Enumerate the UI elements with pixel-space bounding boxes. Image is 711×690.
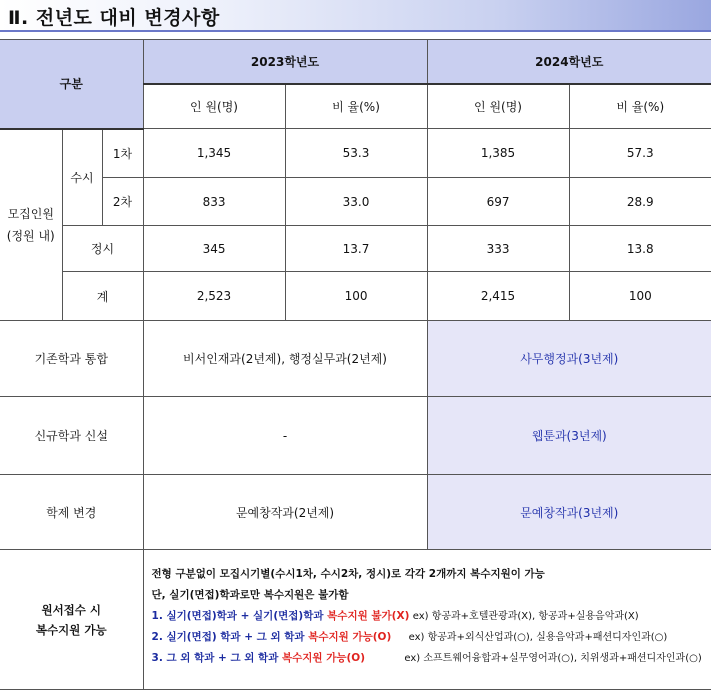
header-count-2023: 인 원(명) (143, 84, 285, 129)
apply-item2-example: ex) 항공과+외식산업과(○), 실용음악과+패션디자인과(○) (408, 632, 668, 643)
changes-table (0, 39, 711, 690)
r2-ratio-2024: 28.9 (569, 178, 711, 226)
apply-item2-status: 복수지원 가능(O) (308, 631, 392, 643)
header-count-2024: 인 원(명) (427, 84, 569, 129)
recruit-label (0, 129, 62, 321)
section-title: Ⅱ. 전년도 대비 변경사항 (8, 7, 220, 29)
apply-item3-status: 복수지원 가능(O) (282, 652, 366, 664)
r1-count-2023: 1,345 (143, 129, 285, 178)
round1-label: 1차 (102, 129, 143, 178)
header-year-2023: 2023학년도 (143, 40, 427, 84)
r2-count-2023: 833 (143, 178, 285, 226)
apply-item3-example: ex) 소프트웨어융합과+실무영어과(○), 치위생과+패션디자인과(○) (404, 653, 702, 664)
header-year-2024: 2024학년도 (427, 40, 711, 84)
r2-ratio-2023: 33.0 (285, 178, 427, 226)
recruit-label-line1: 모집인원 (7, 206, 54, 221)
term-2023: 문예창작과(2년제) (143, 475, 427, 550)
r1-ratio-2024: 57.3 (569, 129, 711, 178)
apply-item2 (152, 627, 711, 648)
susi-label: 수시 (62, 129, 102, 226)
total-label: 계 (62, 272, 143, 321)
header-category: 구분 (0, 40, 143, 129)
round2-label: 2차 (102, 178, 143, 226)
r2-count-2024: 697 (427, 178, 569, 226)
section-title-bar (0, 0, 711, 32)
jeong-count-2024: 333 (427, 226, 569, 272)
new-dept-2024: 웹툰과(3년제) (427, 397, 711, 475)
sum-ratio-2024: 100 (569, 272, 711, 321)
apply-line2: 단, 실기(면접)학과로만 복수지원은 불가함 (151, 589, 349, 601)
jeong-ratio-2024: 13.8 (569, 226, 711, 272)
new-dept-2023: - (143, 397, 427, 475)
apply-item3 (152, 648, 711, 669)
apply-item1-status: 복수지원 불가(X) (327, 610, 410, 622)
apply-item2-text: 2. 실기(면접) 학과 + 그 외 학과 (151, 631, 309, 643)
apply-notes (143, 550, 711, 690)
merge-label: 기존학과 통합 (0, 321, 143, 397)
term-label: 학제 변경 (0, 475, 143, 550)
apply-label (0, 550, 143, 690)
r1-count-2024: 1,385 (427, 129, 569, 178)
apply-item1-example: ex) 항공과+호텔관광과(X), 항공과+실용음악과(X) (412, 611, 639, 622)
term-2024: 문예창작과(3년제) (427, 475, 711, 550)
r1-ratio-2023: 53.3 (285, 129, 427, 178)
jeongsi-label: 정시 (62, 226, 143, 272)
apply-label-line2: 복수지원 가능 (35, 622, 107, 637)
jeong-count-2023: 345 (143, 226, 285, 272)
sum-count-2023: 2,523 (143, 272, 285, 321)
new-dept-label: 신규학과 신설 (0, 397, 143, 475)
apply-label-line1: 원서접수 시 (41, 602, 102, 617)
apply-item1 (152, 606, 711, 627)
apply-item1-text: 1. 실기(면접)학과 + 실기(면접)학과 (151, 610, 328, 622)
merge-2024: 사무행정과(3년제) (427, 321, 711, 397)
apply-item3-text: 3. 그 외 학과 + 그 외 학과 (151, 652, 282, 664)
header-ratio-2024: 비 율(%) (569, 84, 711, 129)
recruit-label-line2: (정원 내) (6, 228, 55, 243)
apply-line1: 전형 구분없이 모집시기별(수시1차, 수시2차, 정시)로 각각 2개까지 복수지원이 가능 (151, 568, 545, 580)
sum-count-2024: 2,415 (427, 272, 569, 321)
jeong-ratio-2023: 13.7 (285, 226, 427, 272)
header-ratio-2023: 비 율(%) (285, 84, 427, 129)
sum-ratio-2023: 100 (285, 272, 427, 321)
merge-2023: 비서인재과(2년제), 행정실무과(2년제) (143, 321, 427, 397)
